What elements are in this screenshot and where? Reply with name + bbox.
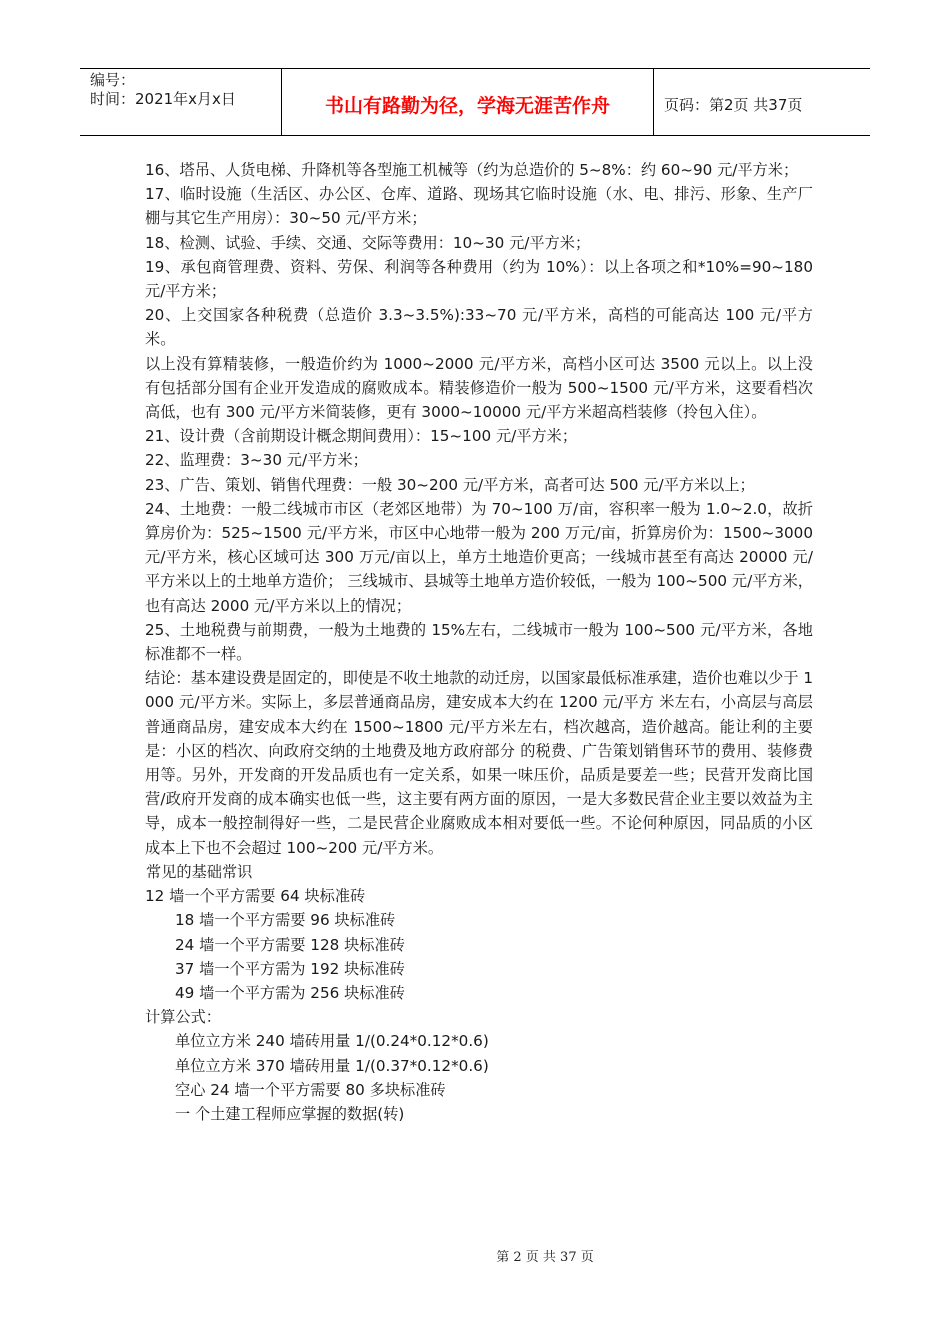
- paragraph-18: 18、检测、试验、手续、交通、交际等费用：10~30 元/平方米；: [145, 233, 591, 252]
- page-header: [80, 68, 870, 136]
- footer-page-number: 第 2 页 共 37 页: [496, 1250, 594, 1265]
- paragraph-16: 16、塔吊、人货电梯、升降机等各型施工机械等（约为总造价的 5~8%：约 60~90 元/平方米；: [145, 161, 799, 179]
- paragraph-24: 24、土地费：一般二线城市市区（老郊区地带）为 70~100 万/亩，容积率一般为 1.0~2.0，故折算房价为：525~1500 元/平方米，市区中心地带一般为 200 万元/亩，折算房价为：1500~3000 元/平方米，核心区域可达 300 万元/亩以上，单方土地造价更高；一线城市甚至有高达 20000 元/平方米以上的土地单方造价； 三线城市、县城等土地单方造价较低，一般为 100~500 元/平方米，也有高达 2000 元/平方米以上的情况；: [145, 499, 813, 615]
- basics-item: 18 墙一个平方需要 96 块标准砖: [175, 911, 396, 930]
- basics-item: 49 墙一个平方需为 256 块标准砖: [175, 983, 405, 1002]
- formula-item: 单位立方米 240 墙砖用量 1/(0.24*0.12*0.6): [175, 1032, 489, 1051]
- basics-item: 24 墙一个平方需要 128 块标准砖: [175, 935, 405, 954]
- formulas-title: 计算公式：: [145, 1008, 221, 1027]
- basics-item: 37 墙一个平方需为 192 块标准砖: [175, 959, 405, 978]
- header-page-info: 页码：第2页 共37页: [664, 95, 803, 114]
- basics-item: 12 墙一个平方需要 64 块标准砖: [145, 887, 366, 906]
- paragraph-20: 20、上交国家各种税费（总造价 3.3~3.5%):33~70 元/平方米，高档的可能高达 100 元/平方米。: [145, 306, 813, 349]
- paragraph-19: 19、承包商管理费、资料、劳保、利润等各种费用（约为 10%）：以上各项之和*10%=90~180 元/平方米；: [145, 257, 813, 301]
- paragraph-note: 以上没有算精装修，一般造价约为 1000~2000 元/平方米，高档小区可达 3500 元以上。以上没有包括部分国有企业开发造成的腐败成本。精装修造价一般为 500~1500 元/平方米，这要看档次高低，也有 300 元/平方米简装修，更有 3000~10000 元/平方米超高档装修（拎包入住）。: [145, 354, 813, 422]
- document-time-label: 时间：2021年x月x日: [90, 90, 236, 108]
- paragraph-23: 23、广告、策划、销售代理费：一般 30~200 元/平方米，高者可达 500 元/平方米以上；: [145, 475, 755, 494]
- document-body: [145, 158, 813, 1126]
- formula-item: 空心 24 墙一个平方需要 80 多块标准砖: [175, 1080, 446, 1099]
- formula-item: 一 个土建工程师应掌握的数据(转): [175, 1104, 405, 1123]
- formula-item: 单位立方米 370 墙砖用量 1/(0.37*0.12*0.6): [175, 1056, 489, 1075]
- paragraph-22: 22、监理费：3~30 元/平方米；: [145, 451, 368, 470]
- header-meta: [80, 69, 282, 135]
- paragraph-17: 17、临时设施（生活区、办公区、仓库、道路、现场其它临时设施（水、电、排污、形象、生产厂棚与其它生产用房）：30~50 元/平方米；: [145, 185, 813, 228]
- header-motto: 书山有路勤为径，学海无涯苦作舟: [282, 69, 654, 135]
- basics-title: 常见的基础常识: [146, 862, 253, 881]
- document-number-label: 编号：: [90, 71, 136, 89]
- paragraph-conclusion: 结论：基本建设费是固定的，即使是不收土地款的动迁房，以国家最低标准承建，造价也难以少于 1000 元/平方米。实际上，多层普通商品房，建安成本大约在 1200 元/平方 米左右，小高层与高层普通商品房，建安成本大约在 1500~1800 元/平方米左右，档次越高，造价越高。能让利的主要是：小区的档次、向政府交纳的土地费及地方政府部分 的税费、广告策划销售环节的费用、装修费用等。另外，开发商的开发品质也有一定关系，如果一味压价，品质是要差一些；民营开发商比国营/政府开发商的成本确实也低一些，这主要有两方面的原因，一是大多数民营企业主要以效益为主导，成本一般控制得好一些，二是民营企业腐败成本相对要低一些。不论何种原因，同品质的小区成本上下也不会超过 100~200 元/平方米。: [145, 669, 813, 857]
- page-footer: [0, 1246, 950, 1265]
- paragraph-21: 21、设计费（含前期设计概念期间费用）：15~100 元/平方米；: [145, 427, 578, 446]
- paragraph-25: 25、土地税费与前期费，一般为土地费的 15%左右，二线城市一般为 100~500 元/平方米，各地标准都不一样。: [145, 620, 813, 664]
